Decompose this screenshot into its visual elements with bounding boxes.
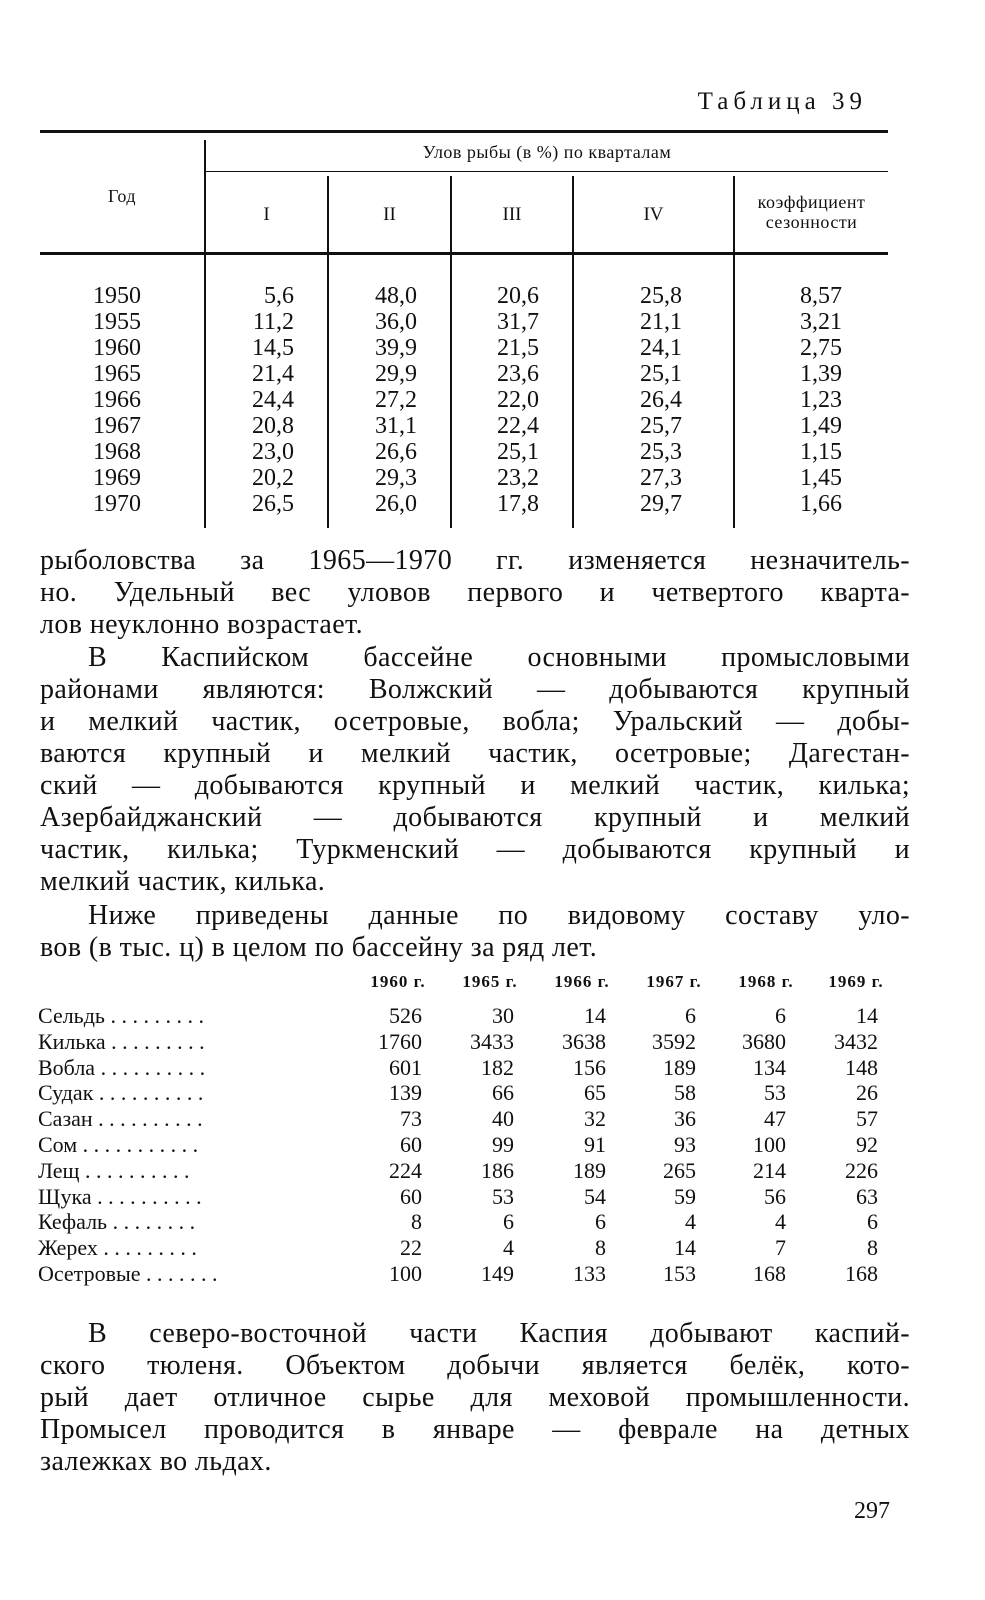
species-cell-1968: 214 (753, 1157, 786, 1183)
header-quarter-3: III (502, 204, 522, 225)
table-caption: Таблица 39 (697, 88, 867, 115)
table-cell-year: 1965 (93, 361, 141, 387)
table-cell-q1: 11,2 (252, 309, 294, 335)
species-name: Щука . . . . . . . . . . (38, 1183, 202, 1209)
species-cell-1968: 168 (753, 1260, 786, 1286)
paragraph-4-line: Промысел проводится в январе — феврале на детных (40, 1414, 910, 1445)
table-cell-coef: 1,39 (800, 361, 842, 387)
paragraph-2-line: частик, килька; Туркменский — добываются крупный и (40, 834, 910, 865)
species-cell-1966: 189 (573, 1157, 606, 1183)
col-q3 (483, 283, 539, 517)
table-cell-q4: 24,1 (640, 335, 682, 361)
species-cell-1967: 153 (663, 1260, 696, 1286)
species-cell-1966: 91 (584, 1131, 606, 1157)
species-col-1960 (352, 1003, 422, 1287)
table-cell-q4: 25,3 (640, 439, 682, 465)
table-cell-q2: 29,3 (375, 465, 417, 491)
table-cell-q3: 21,5 (497, 335, 539, 361)
table-vline-4 (572, 176, 574, 528)
paragraph-2-line: В Каспийском бассейне основными промысловыми (88, 642, 910, 673)
paragraph-2 (40, 642, 910, 898)
species-cell-1969: 226 (845, 1157, 878, 1183)
header-quarter-1: I (263, 204, 270, 225)
table-cell-q4: 29,7 (640, 491, 682, 517)
species-cell-1969: 3432 (834, 1028, 878, 1054)
species-name: Лещ . . . . . . . . . . (38, 1157, 190, 1183)
species-cell-1966: 6 (595, 1209, 606, 1235)
species-cell-1960: 8 (411, 1209, 422, 1235)
species-col-1966 (536, 1003, 606, 1287)
species-cell-1965: 149 (481, 1260, 514, 1286)
species-year-1968: 1968 г. (738, 972, 794, 991)
table-cell-year: 1968 (93, 439, 141, 465)
table-cell-q2: 48,0 (375, 283, 417, 309)
species-name: Сом . . . . . . . . . . . (38, 1131, 199, 1157)
header-bottom-rule (40, 252, 888, 255)
species-cell-1965: 3433 (470, 1028, 514, 1054)
species-cell-1967: 93 (674, 1131, 696, 1157)
species-cell-1960: 1760 (378, 1028, 422, 1054)
species-cell-1966: 3638 (562, 1028, 606, 1054)
table-cell-coef: 2,75 (800, 335, 842, 361)
species-cell-1966: 14 (584, 1003, 606, 1028)
species-name: Вобла . . . . . . . . . . (38, 1054, 206, 1080)
header-sub-rule (205, 171, 888, 172)
species-year-1965: 1965 г. (462, 972, 518, 991)
species-cell-1967: 59 (674, 1183, 696, 1209)
paragraph-1-line: лов неуклонно возрастает. (40, 609, 363, 640)
species-cell-1967: 6 (685, 1003, 696, 1028)
table-cell-q3: 20,6 (497, 283, 539, 309)
species-cell-1969: 168 (845, 1260, 878, 1286)
species-cell-1966: 8 (595, 1235, 606, 1261)
paragraph-4-line: В северо-восточной части Каспия добывают каспий- (88, 1318, 910, 1349)
table-vline-1 (204, 140, 206, 528)
col-q1 (238, 283, 294, 517)
species-name: Килька . . . . . . . . . (38, 1028, 205, 1054)
table-vline-2 (327, 176, 329, 528)
species-names (38, 1003, 358, 1287)
species-col-1967 (626, 1003, 696, 1287)
table-cell-q3: 25,1 (497, 439, 539, 465)
col-q2 (361, 283, 417, 517)
paragraph-3-line: вов (в тыс. ц) в целом по бассейну за ряд лет. (40, 932, 598, 963)
species-cell-1965: 40 (492, 1106, 514, 1132)
header-year: Год (108, 186, 136, 206)
species-cell-1966: 156 (573, 1054, 606, 1080)
table-cell-q3: 23,6 (497, 361, 539, 387)
header-quarter-4: IV (643, 204, 664, 225)
species-cell-1967: 265 (663, 1157, 696, 1183)
species-cell-1965: 4 (503, 1235, 514, 1261)
species-cell-1969: 57 (856, 1106, 878, 1132)
species-cell-1960: 60 (400, 1131, 422, 1157)
table-cell-q1: 20,8 (252, 413, 294, 439)
species-cell-1960: 22 (400, 1235, 422, 1261)
paragraph-2-line: и мелкий частик, осетровые, вобла; Уральский — добы- (40, 706, 910, 737)
paragraph-2-line: Азербайджанский — добываются крупный и мелкий (40, 802, 910, 833)
paragraph-4-line: ского тюленя. Объектом добычи является белёк, кото- (40, 1350, 910, 1381)
species-cell-1968: 7 (775, 1235, 786, 1261)
table-vline-3 (450, 176, 452, 528)
species-year-1967: 1967 г. (646, 972, 702, 991)
paragraph-2-line: ваются крупный и мелкий частик, осетровые; Дагестан- (40, 738, 910, 769)
table-cell-q2: 26,6 (375, 439, 417, 465)
table-cell-coef: 3,21 (800, 309, 842, 335)
species-cell-1968: 4 (775, 1209, 786, 1235)
table-cell-q4: 25,8 (640, 283, 682, 309)
table-cell-coef: 1,45 (800, 465, 842, 491)
paragraph-1-line: но. Удельный вес уловов первого и четвертого кварта- (40, 577, 910, 608)
paragraph-3 (40, 900, 910, 964)
species-cell-1967: 58 (674, 1080, 696, 1106)
paragraph-1 (40, 545, 910, 641)
species-col-1965 (444, 1003, 514, 1287)
paragraph-4-line: рый дает отличное сырье для меховой промышленности. (40, 1382, 910, 1413)
table-cell-q2: 29,9 (375, 361, 417, 387)
header-coef (735, 192, 888, 232)
species-name: Сельдь . . . . . . . . . (38, 1003, 204, 1028)
species-cell-1965: 99 (492, 1131, 514, 1157)
species-cell-1960: 73 (400, 1106, 422, 1132)
page-number: 297 (854, 1498, 890, 1524)
paragraph-4-line: залежках во льдах. (40, 1446, 272, 1477)
table-cell-coef: 1,66 (800, 491, 842, 517)
paragraph-1-line: рыболовства за 1965—1970 гг. изменяется незначитель- (40, 545, 910, 576)
table-cell-q4: 21,1 (640, 309, 682, 335)
species-cell-1960: 100 (389, 1260, 422, 1286)
species-cell-1960: 526 (389, 1003, 422, 1028)
table-cell-q4: 27,3 (640, 465, 682, 491)
table-cell-year: 1967 (93, 413, 141, 439)
species-cell-1969: 26 (856, 1080, 878, 1106)
table-cell-q3: 17,8 (497, 491, 539, 517)
species-cell-1960: 224 (389, 1157, 422, 1183)
species-cell-1969: 63 (856, 1183, 878, 1209)
species-cell-1969: 14 (856, 1003, 878, 1028)
table-cell-q3: 31,7 (497, 309, 539, 335)
col-years (72, 283, 162, 517)
species-cell-1967: 36 (674, 1106, 696, 1132)
species-cell-1968: 6 (775, 1003, 786, 1028)
species-col-1969 (808, 1003, 878, 1287)
paragraph-2-line: районами являются: Волжский — добываются крупный (40, 674, 910, 705)
species-cell-1969: 148 (845, 1054, 878, 1080)
table-cell-q2: 27,2 (375, 387, 417, 413)
table-cell-q1: 23,0 (252, 439, 294, 465)
table-cell-year: 1960 (93, 335, 141, 361)
header-group: Улов рыбы (в %) по кварталам (422, 142, 672, 162)
species-name: Жерех . . . . . . . . . (38, 1235, 197, 1261)
species-name: Судак . . . . . . . . . . (38, 1080, 204, 1106)
table-cell-year: 1969 (93, 465, 141, 491)
table-cell-year: 1950 (93, 283, 141, 309)
species-cell-1965: 6 (503, 1209, 514, 1235)
species-cell-1967: 3592 (652, 1028, 696, 1054)
species-cell-1965: 30 (492, 1003, 514, 1028)
species-cell-1967: 14 (674, 1235, 696, 1261)
species-cell-1969: 92 (856, 1131, 878, 1157)
table-cell-q4: 26,4 (640, 387, 682, 413)
species-cell-1968: 53 (764, 1080, 786, 1106)
col-coef (786, 283, 842, 517)
species-cell-1968: 3680 (742, 1028, 786, 1054)
species-cell-1966: 54 (584, 1183, 606, 1209)
table-cell-year: 1966 (93, 387, 141, 413)
species-cell-1967: 189 (663, 1054, 696, 1080)
species-name: Сазан . . . . . . . . . . (38, 1106, 203, 1132)
species-year-1960: 1960 г. (370, 972, 426, 991)
species-cell-1960: 601 (389, 1054, 422, 1080)
species-cell-1966: 133 (573, 1260, 606, 1286)
table-cell-q2: 31,1 (375, 413, 417, 439)
paragraph-4 (40, 1318, 910, 1478)
species-cell-1968: 100 (753, 1131, 786, 1157)
table-cell-year: 1970 (93, 491, 141, 517)
species-name: Осетровые . . . . . . . (38, 1260, 218, 1286)
paragraph-2-line: ский — добываются крупный и мелкий частик, килька; (40, 770, 910, 801)
species-name: Кефаль . . . . . . . . (38, 1209, 196, 1235)
species-cell-1967: 4 (685, 1209, 696, 1235)
table-cell-q3: 23,2 (497, 465, 539, 491)
species-cell-1968: 47 (764, 1106, 786, 1132)
table-cell-q3: 22,0 (497, 387, 539, 413)
species-cell-1965: 186 (481, 1157, 514, 1183)
header-quarter-2: II (383, 204, 396, 225)
species-cell-1965: 66 (492, 1080, 514, 1106)
species-cell-1969: 6 (867, 1209, 878, 1235)
header-coef-line-1: коэффициент (757, 192, 866, 212)
table-cell-q3: 22,4 (497, 413, 539, 439)
table-cell-q1: 20,2 (252, 465, 294, 491)
table-cell-q1: 24,4 (252, 387, 294, 413)
species-cell-1966: 32 (584, 1106, 606, 1132)
table-cell-coef: 1,15 (800, 439, 842, 465)
species-cell-1960: 139 (389, 1080, 422, 1106)
table-cell-year: 1955 (93, 309, 141, 335)
table-cell-q4: 25,7 (640, 413, 682, 439)
species-cell-1968: 56 (764, 1183, 786, 1209)
table-top-rule (40, 130, 888, 133)
table-cell-q1: 21,4 (252, 361, 294, 387)
species-cell-1968: 134 (753, 1054, 786, 1080)
table-cell-q1: 5,6 (264, 283, 294, 309)
paragraph-3-line: Ниже приведены данные по видовому составу уло- (88, 900, 910, 931)
species-cell-1965: 53 (492, 1183, 514, 1209)
table-cell-coef: 1,49 (800, 413, 842, 439)
species-cell-1960: 60 (400, 1183, 422, 1209)
paragraph-2-line: мелкий частик, килька. (40, 866, 326, 897)
header-coef-line-2: сезонности (765, 212, 858, 232)
table-cell-q2: 26,0 (375, 491, 417, 517)
table-cell-coef: 8,57 (800, 283, 842, 309)
species-cell-1966: 65 (584, 1080, 606, 1106)
species-year-1969: 1969 г. (828, 972, 884, 991)
table-cell-q1: 26,5 (252, 491, 294, 517)
table-cell-coef: 1,23 (800, 387, 842, 413)
table-cell-q1: 14,5 (252, 335, 294, 361)
species-col-1968 (716, 1003, 786, 1287)
col-q4 (626, 283, 682, 517)
table-cell-q2: 36,0 (375, 309, 417, 335)
table-cell-q2: 39,9 (375, 335, 417, 361)
species-cell-1965: 182 (481, 1054, 514, 1080)
species-cell-1969: 8 (867, 1235, 878, 1261)
species-year-1966: 1966 г. (554, 972, 610, 991)
table-cell-q4: 25,1 (640, 361, 682, 387)
